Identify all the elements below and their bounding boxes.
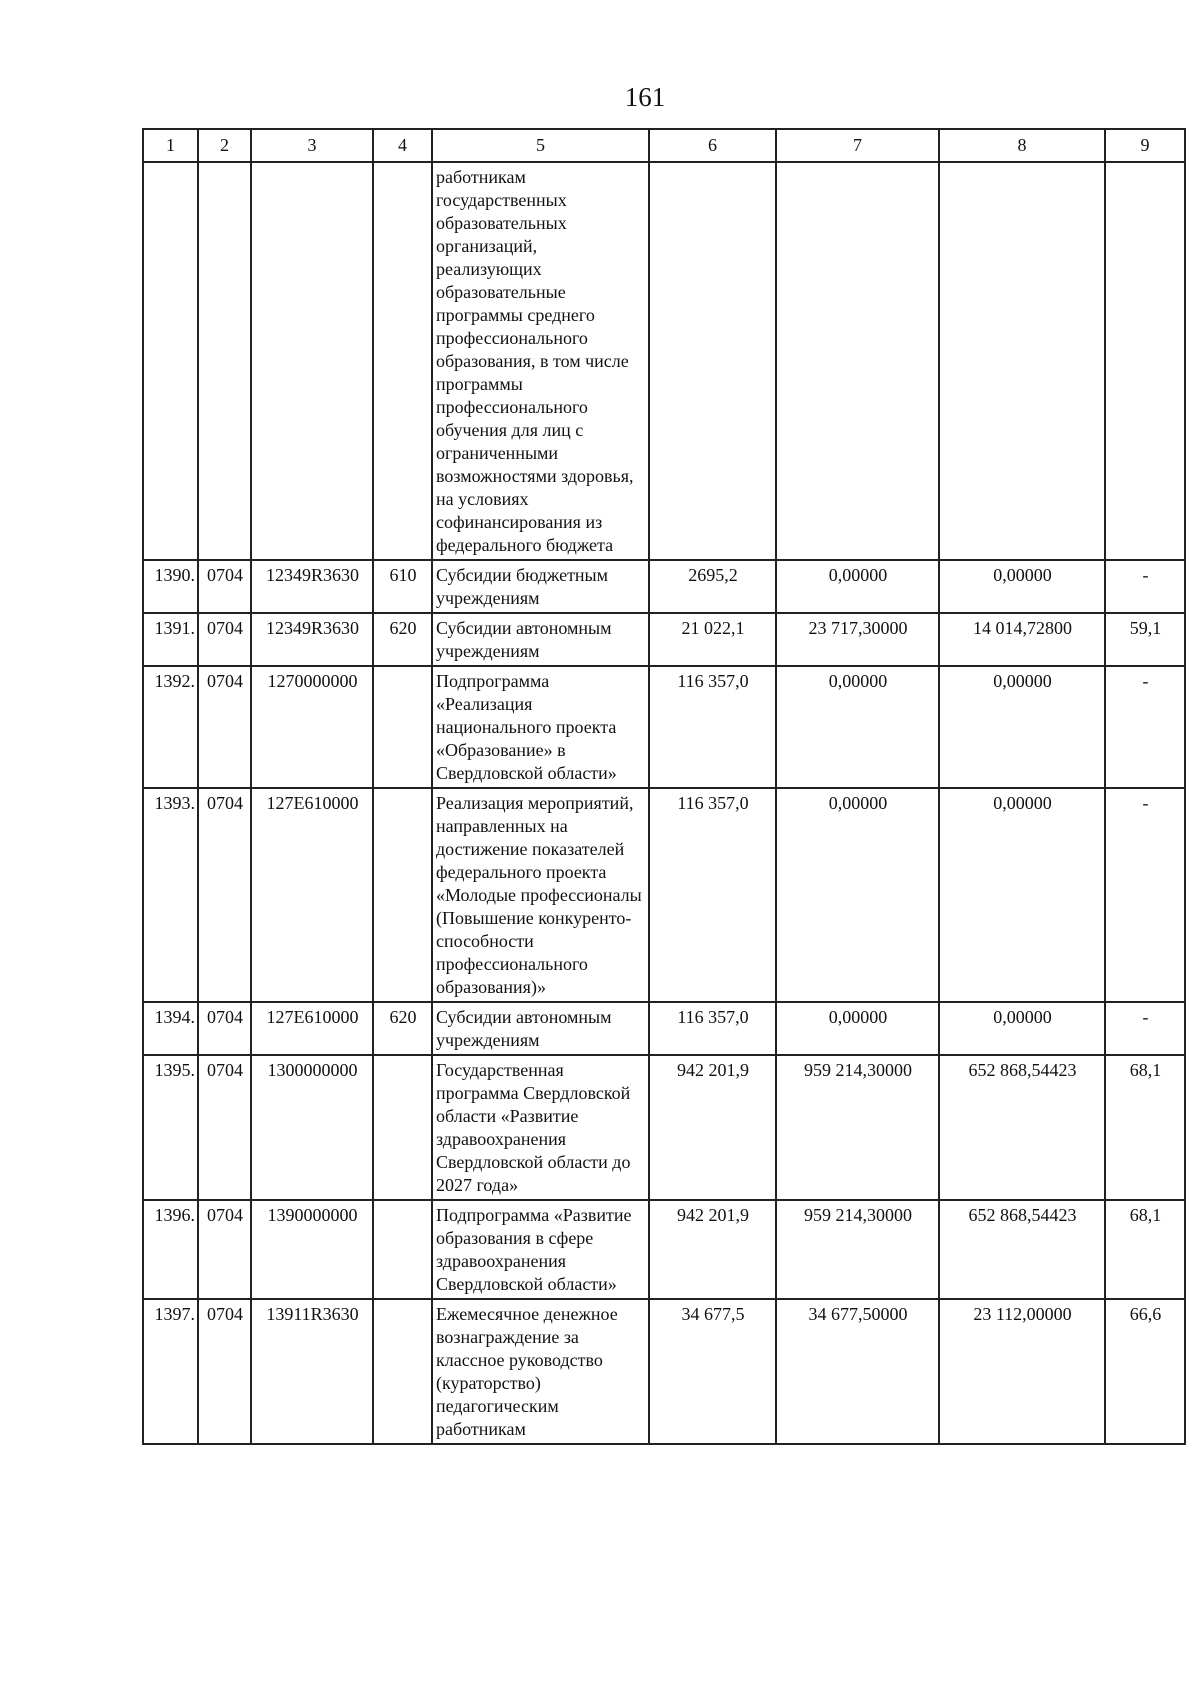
expense-type-cell — [373, 1200, 432, 1299]
expense-type-cell — [373, 788, 432, 1002]
column-header: 6 — [649, 129, 776, 162]
table-row — [143, 1002, 1185, 1055]
name-cell: Реализация мероприятий, направленных на достижение показателей федерального проекта «Молодые профессионалы (Повышение конкуренто-способности профессионального образования)» — [432, 788, 649, 1002]
column-header: 4 — [373, 129, 432, 162]
section-cell: 0704 — [198, 1055, 251, 1200]
approved-cell: 23 717,30000 — [776, 613, 939, 666]
row-number-cell — [143, 162, 198, 560]
approved-cell — [776, 162, 939, 560]
percent-cell: - — [1105, 788, 1185, 1002]
section-cell: 0704 — [198, 560, 251, 613]
executed-cell: 0,00000 — [939, 666, 1105, 788]
target-article-cell: 12349R3630 — [251, 560, 373, 613]
column-header: 7 — [776, 129, 939, 162]
percent-cell: 68,1 — [1105, 1200, 1185, 1299]
table-row — [143, 162, 1185, 560]
row-number-cell: 1393. — [143, 788, 198, 1002]
section-cell: 0704 — [198, 788, 251, 1002]
name-cell: Ежемесячное денежное вознаграждение за классное руководство (кураторство) педагогическим работникам — [432, 1299, 649, 1444]
column-header: 5 — [432, 129, 649, 162]
table-row — [143, 560, 1185, 613]
percent-cell: - — [1105, 1002, 1185, 1055]
executed-cell: 0,00000 — [939, 560, 1105, 613]
column-header: 3 — [251, 129, 373, 162]
approved-cell: 959 214,30000 — [776, 1200, 939, 1299]
name-cell: Подпрограмма «Развитие образования в сфере здравоохранения Свердловской области» — [432, 1200, 649, 1299]
name-cell: Субсидии бюджетным учреждениям — [432, 560, 649, 613]
executed-cell: 0,00000 — [939, 788, 1105, 1002]
approved-cell: 34 677,50000 — [776, 1299, 939, 1444]
expense-type-cell: 620 — [373, 613, 432, 666]
name-cell: Субсидии автономным учреждениям — [432, 1002, 649, 1055]
plan-cell: 942 201,9 — [649, 1055, 776, 1200]
row-number-cell: 1395. — [143, 1055, 198, 1200]
section-cell: 0704 — [198, 1002, 251, 1055]
approved-cell: 0,00000 — [776, 788, 939, 1002]
executed-cell — [939, 162, 1105, 560]
executed-cell: 652 868,54423 — [939, 1055, 1105, 1200]
expense-type-cell — [373, 1055, 432, 1200]
target-article-cell: 1390000000 — [251, 1200, 373, 1299]
name-cell: Субсидии автономным учреждениям — [432, 613, 649, 666]
name-cell: Государственная программа Свердловской области «Развитие здравоохранения Свердловской области до 2027 года» — [432, 1055, 649, 1200]
percent-cell: 59,1 — [1105, 613, 1185, 666]
plan-cell — [649, 162, 776, 560]
table-row — [143, 666, 1185, 788]
executed-cell: 23 112,00000 — [939, 1299, 1105, 1444]
section-cell: 0704 — [198, 1200, 251, 1299]
name-cell: работникам государственных образовательных организаций, реализующих образовательные программы среднего профессионального образования, в том числе программы профессионального обучения для лиц с ограниченными возможностями здоровья, на условиях софинансирования из федерального бюджета — [432, 162, 649, 560]
target-article-cell: 13911R3630 — [251, 1299, 373, 1444]
executed-cell: 0,00000 — [939, 1002, 1105, 1055]
expense-type-cell: 620 — [373, 1002, 432, 1055]
column-header: 2 — [198, 129, 251, 162]
row-number-cell: 1392. — [143, 666, 198, 788]
page-number: 161 — [624, 82, 666, 112]
expense-type-cell: 610 — [373, 560, 432, 613]
column-header: 1 — [143, 129, 198, 162]
percent-cell: 66,6 — [1105, 1299, 1185, 1444]
approved-cell: 959 214,30000 — [776, 1055, 939, 1200]
name-cell: Подпрограмма «Реализация национального проекта «Образование» в Свердловской области» — [432, 666, 649, 788]
section-cell: 0704 — [198, 1299, 251, 1444]
executed-cell: 14 014,72800 — [939, 613, 1105, 666]
plan-cell: 2695,2 — [649, 560, 776, 613]
row-number-cell: 1391. — [143, 613, 198, 666]
approved-cell: 0,00000 — [776, 560, 939, 613]
target-article-cell — [251, 162, 373, 560]
approved-cell: 0,00000 — [776, 666, 939, 788]
expense-type-cell — [373, 666, 432, 788]
percent-cell — [1105, 162, 1185, 560]
target-article-cell: 12349R3630 — [251, 613, 373, 666]
section-cell: 0704 — [198, 613, 251, 666]
target-article-cell: 127E610000 — [251, 788, 373, 1002]
target-article-cell: 1270000000 — [251, 666, 373, 788]
expense-type-cell — [373, 1299, 432, 1444]
percent-cell: - — [1105, 560, 1185, 613]
executed-cell: 652 868,54423 — [939, 1200, 1105, 1299]
section-cell — [198, 162, 251, 560]
plan-cell: 116 357,0 — [649, 1002, 776, 1055]
target-article-cell: 127E610000 — [251, 1002, 373, 1055]
table-row — [143, 1299, 1185, 1444]
plan-cell: 21 022,1 — [649, 613, 776, 666]
table-row — [143, 788, 1185, 1002]
row-number-cell: 1397. — [143, 1299, 198, 1444]
approved-cell: 0,00000 — [776, 1002, 939, 1055]
plan-cell: 34 677,5 — [649, 1299, 776, 1444]
row-number-cell: 1396. — [143, 1200, 198, 1299]
percent-cell: - — [1105, 666, 1185, 788]
target-article-cell: 1300000000 — [251, 1055, 373, 1200]
row-number-cell: 1390. — [143, 560, 198, 613]
column-header: 9 — [1105, 129, 1185, 162]
table-row — [143, 613, 1185, 666]
column-header: 8 — [939, 129, 1105, 162]
header-row — [143, 129, 1185, 162]
plan-cell: 942 201,9 — [649, 1200, 776, 1299]
section-cell: 0704 — [198, 666, 251, 788]
budget-table — [142, 128, 1186, 1445]
table-row — [143, 1200, 1185, 1299]
plan-cell: 116 357,0 — [649, 666, 776, 788]
percent-cell: 68,1 — [1105, 1055, 1185, 1200]
expense-type-cell — [373, 162, 432, 560]
table-row — [143, 1055, 1185, 1200]
row-number-cell: 1394. — [143, 1002, 198, 1055]
plan-cell: 116 357,0 — [649, 788, 776, 1002]
